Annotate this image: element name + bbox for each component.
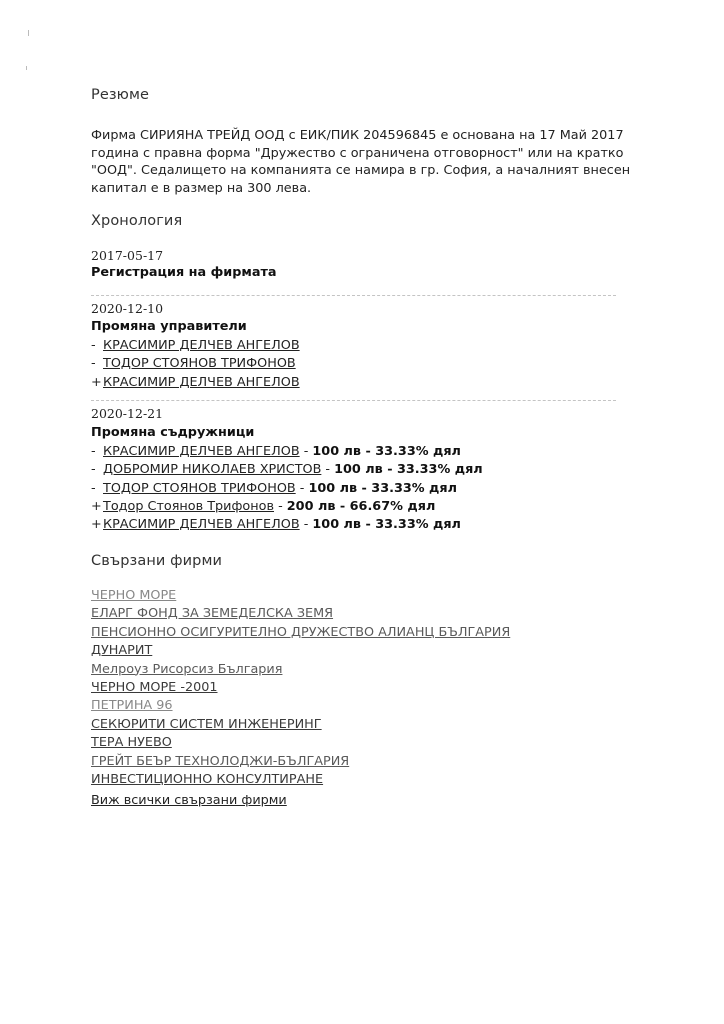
- person-link[interactable]: ДОБРОМИР НИКОЛАЕВ ХРИСТОВ: [103, 462, 322, 478]
- list-item: [91, 697, 510, 715]
- company-link[interactable]: Мелроуз Рисорсиз България: [91, 661, 283, 677]
- change-sign: -: [91, 338, 96, 353]
- person-link[interactable]: ТОДОР СТОЯНОВ ТРИФОНОВ: [103, 356, 296, 372]
- event-date: 2020-12-21: [91, 406, 164, 421]
- company-link[interactable]: ПЕТРИНА 96: [91, 698, 173, 714]
- person-link[interactable]: КРАСИМИР ДЕЛЧЕВ АНГЕЛОВ: [103, 338, 300, 353]
- share-value: 100 лв - 33.33% дял: [312, 517, 461, 533]
- company-link[interactable]: ТЕРА НУЕВО: [91, 735, 172, 751]
- partner-change-list: [91, 443, 483, 534]
- list-item: [91, 734, 510, 752]
- timeline-divider: [91, 295, 616, 296]
- view-all-wrapper: [91, 793, 287, 808]
- change-sign: -: [91, 480, 96, 496]
- company-link[interactable]: ГРЕЙТ БЕЪР ТЕХНОЛОДЖИ-БЪЛГАРИЯ: [91, 753, 350, 769]
- share-value: 200 лв - 66.67% дял: [286, 498, 436, 514]
- separator: -: [299, 444, 313, 459]
- summary-heading: Резюме: [91, 87, 150, 103]
- event-title: Промяна съдружници: [91, 425, 255, 440]
- manager-change-list: [91, 337, 300, 392]
- list-item: [91, 771, 510, 789]
- person-link[interactable]: ТОДОР СТОЯНОВ ТРИФОНОВ: [103, 480, 296, 496]
- list-item: [91, 642, 510, 660]
- change-sign: -: [91, 356, 96, 372]
- event-date: 2017-05-17: [91, 248, 164, 263]
- list-item: [91, 337, 300, 355]
- change-sign: +: [91, 517, 102, 533]
- list-item: [91, 753, 510, 771]
- company-link[interactable]: ЕЛАРГ ФОНД ЗА ЗЕМЕДЕЛСКА ЗЕМЯ: [91, 606, 334, 622]
- list-item: [91, 605, 510, 623]
- change-sign: -: [91, 462, 96, 478]
- event-date: 2020-12-10: [91, 301, 164, 316]
- timeline-heading: Хронология: [91, 213, 183, 229]
- list-item: [91, 461, 483, 479]
- timeline-divider: [91, 400, 616, 401]
- share-value: 100 лв - 33.33% дял: [312, 444, 461, 459]
- company-link[interactable]: ИНВЕСТИЦИОННО КОНСУЛТИРАНЕ: [91, 771, 324, 787]
- list-item: [91, 624, 510, 642]
- person-link[interactable]: КРАСИМИР ДЕЛЧЕВ АНГЕЛОВ: [103, 444, 300, 459]
- list-item: [91, 443, 483, 461]
- person-link[interactable]: КРАСИМИР ДЕЛЧЕВ АНГЕЛОВ: [103, 374, 300, 390]
- scan-mark: [26, 66, 27, 70]
- list-item: [91, 480, 483, 498]
- list-item: [91, 661, 510, 679]
- list-item: [91, 516, 483, 534]
- change-sign: -: [91, 444, 96, 459]
- scan-mark: [28, 30, 29, 36]
- separator: -: [274, 498, 287, 514]
- person-link[interactable]: Тодор Стоянов Трифонов: [103, 498, 275, 514]
- list-item: [91, 355, 300, 373]
- company-link[interactable]: ЧЕРНО МОРЕ: [91, 588, 177, 603]
- list-item: [91, 587, 510, 605]
- list-item: [91, 716, 510, 734]
- view-all-related-link[interactable]: Виж всички свързани фирми: [91, 793, 287, 808]
- company-link[interactable]: ЧЕРНО МОРЕ -2001: [91, 679, 218, 695]
- related-heading: Свързани фирми: [91, 553, 223, 569]
- separator: -: [321, 462, 335, 478]
- separator: -: [299, 517, 313, 533]
- share-value: 100 лв - 33.33% дял: [308, 480, 457, 496]
- change-sign: +: [91, 374, 102, 390]
- event-title: Регистрация на фирмата: [91, 265, 277, 280]
- company-link[interactable]: ДУНАРИТ: [91, 643, 153, 659]
- summary-text: Фирма СИРИЯНА ТРЕЙД ООД с ЕИК/ПИК 204596845 е основана на 17 Май 2017 година с правна форма "Дружество с ограничена отговорност" или на кратко "ООД". Седалището на компанията се намира в гр. София, а началният внесен капитал е в размер на 300 лева.: [91, 128, 631, 196]
- list-item: [91, 498, 483, 516]
- share-value: 100 лв - 33.33% дял: [334, 462, 483, 478]
- company-link[interactable]: ПЕНСИОННО ОСИГУРИТЕЛНО ДРУЖЕСТВО АЛИАНЦ БЪЛГАРИЯ: [91, 624, 511, 640]
- person-link[interactable]: КРАСИМИР ДЕЛЧЕВ АНГЕЛОВ: [103, 517, 300, 533]
- event-title: Промяна управители: [91, 319, 247, 334]
- change-sign: +: [91, 498, 102, 514]
- company-link[interactable]: СЕКЮРИТИ СИСТЕМ ИНЖЕНЕРИНГ: [91, 716, 322, 732]
- related-companies-list: [91, 587, 510, 789]
- list-item: [91, 679, 510, 697]
- separator: -: [295, 480, 309, 496]
- list-item: [91, 374, 300, 392]
